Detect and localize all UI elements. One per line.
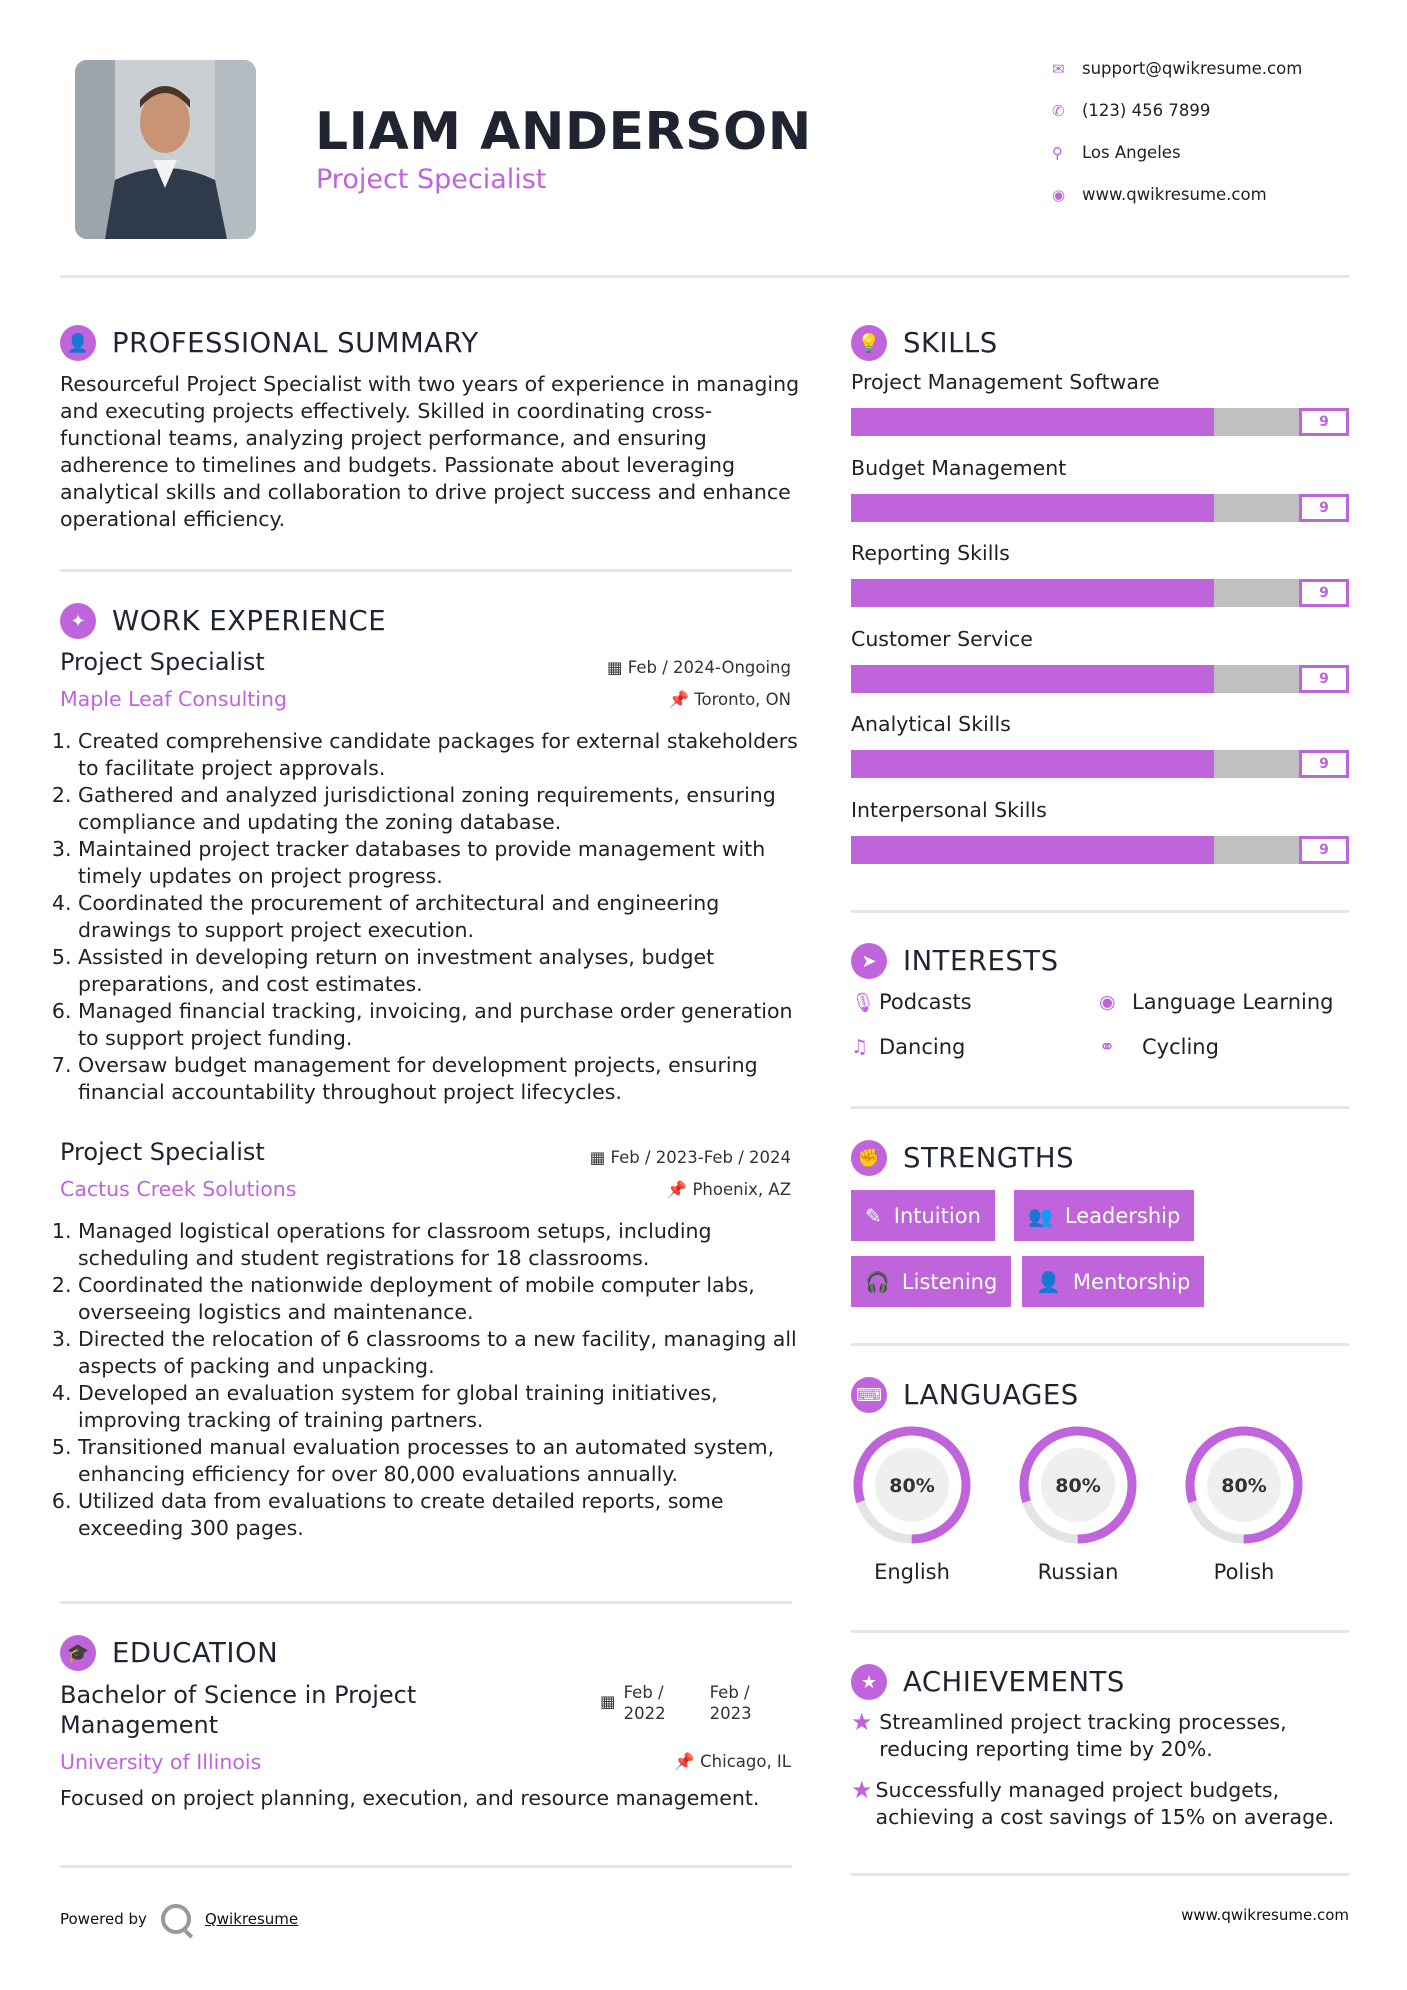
pin-icon: 📌 bbox=[668, 690, 695, 709]
footer-url[interactable]: www.qwikresume.com bbox=[1181, 1906, 1349, 1924]
education-heading: EDUCATION bbox=[112, 1637, 279, 1669]
job-title: Project Specialist bbox=[60, 648, 265, 676]
list-item: 2. Gathered and analyzed jurisdictional zoning requirements, ensuring compliance and updating the zoning database. bbox=[78, 782, 800, 836]
skill-level-badge: 9 bbox=[1299, 579, 1349, 607]
skill-bar-fill bbox=[851, 750, 1214, 778]
candidate-title: Project Specialist bbox=[316, 164, 547, 195]
skill-label: Reporting Skills bbox=[851, 541, 1010, 565]
skill-label: Customer Service bbox=[851, 626, 1033, 651]
language-ring bbox=[851, 1424, 973, 1546]
divider bbox=[60, 1865, 792, 1868]
education-description: Focused on project planning, execution, and resource management. bbox=[60, 1786, 760, 1810]
skills-heading: SKILLS bbox=[903, 327, 998, 359]
contact-website[interactable] bbox=[1052, 185, 1267, 204]
contact-phone[interactable] bbox=[1052, 101, 1210, 120]
calendar-icon: ▦ bbox=[589, 1148, 611, 1167]
interest-item bbox=[851, 990, 972, 1014]
strength-label: Intuition bbox=[893, 1203, 981, 1228]
list-item: 3. Maintained project tracker databases to provide management with timely updates on project progress. bbox=[78, 836, 800, 890]
music-note-icon: ♫ bbox=[851, 1036, 869, 1058]
skill-bar-track bbox=[851, 494, 1299, 522]
language-percent-label: 80% bbox=[1221, 1475, 1267, 1497]
paper-plane-icon: ➤ bbox=[851, 943, 887, 979]
interests-header bbox=[851, 943, 1059, 979]
skill-level-badge: 9 bbox=[1299, 665, 1349, 693]
list-item: 2. Coordinated the nationwide deployment of mobile computer labs, overseeing logistics and maintenance. bbox=[78, 1272, 800, 1326]
achievement-item bbox=[851, 1777, 1349, 1831]
achievements-heading: ACHIEVEMENTS bbox=[903, 1666, 1125, 1698]
map-pin-icon: ⚲ bbox=[1052, 143, 1063, 162]
user-plus-icon: 👤 bbox=[1036, 1269, 1061, 1294]
language-percent-label: 80% bbox=[889, 1475, 935, 1497]
languages-list bbox=[851, 1424, 1349, 1589]
microphone-icon: 🎙 bbox=[851, 991, 876, 1014]
skill-label: Interpersonal Skills bbox=[851, 797, 1047, 822]
calendar-icon: ▦ bbox=[606, 658, 628, 677]
pin-icon: 📌 bbox=[666, 1180, 693, 1199]
languages-header bbox=[851, 1377, 1079, 1413]
summary-heading: PROFESSIONAL SUMMARY bbox=[112, 327, 479, 359]
footer-powered bbox=[60, 1904, 298, 1934]
strength-tag bbox=[1014, 1190, 1194, 1241]
education-location-text: Chicago, IL bbox=[700, 1752, 791, 1771]
job-location bbox=[667, 1180, 791, 1200]
list-item: 3. Directed the relocation of 6 classrooms to a new facility, managing all aspects of packing and unpacking. bbox=[78, 1326, 800, 1380]
skill-bar-track bbox=[851, 408, 1299, 436]
job-date bbox=[607, 658, 791, 677]
job-bullets bbox=[60, 1218, 800, 1542]
contact-phone-text: (123) 456 7899 bbox=[1082, 101, 1211, 120]
contact-email[interactable] bbox=[1052, 59, 1302, 78]
interests-heading: INTERESTS bbox=[903, 945, 1059, 977]
contact-website-text: www.qwikresume.com bbox=[1082, 185, 1267, 204]
skill-label: Project Management Software bbox=[851, 370, 1160, 394]
skill-level-badge: 9 bbox=[1299, 836, 1349, 864]
person-photo-icon bbox=[75, 60, 256, 239]
magic-wand-icon: ✎ bbox=[865, 1203, 882, 1228]
fist-icon: ✊ bbox=[851, 1140, 887, 1176]
divider bbox=[851, 910, 1349, 913]
job-date bbox=[590, 1148, 791, 1167]
divider bbox=[851, 1343, 1349, 1346]
education-date-start: Feb / 2022 bbox=[623, 1683, 666, 1723]
qwikresume-logo-icon bbox=[161, 1904, 191, 1934]
list-item: 4. Developed an evaluation system for global training initiatives, improving tracking of training partners. bbox=[78, 1380, 800, 1434]
star-icon: ★ bbox=[851, 1708, 873, 1736]
job-date-text: Feb / 2024-Ongoing bbox=[627, 658, 791, 677]
skill-bar-track bbox=[851, 665, 1299, 693]
strength-tag bbox=[1022, 1256, 1204, 1307]
job-location-text: Toronto, ON bbox=[694, 690, 791, 709]
education-school: University of Illinois bbox=[60, 1750, 262, 1774]
interest-label: Dancing bbox=[879, 1035, 966, 1059]
list-item: 6. Utilized data from evaluations to create detailed reports, some exceeding 300 pages. bbox=[78, 1488, 800, 1542]
job-date-text: Feb / 2023-Feb / 2024 bbox=[610, 1148, 791, 1167]
interest-item bbox=[851, 1035, 965, 1059]
list-item: 7. Oversaw budget management for development projects, ensuring financial accountability throughout project lifecycles. bbox=[78, 1052, 800, 1106]
profile-photo bbox=[75, 60, 256, 239]
language-name: Russian bbox=[1037, 1560, 1119, 1584]
skill-bar-fill bbox=[851, 494, 1214, 522]
list-item: 6. Managed financial tracking, invoicing, and purchase order generation to support project funding. bbox=[78, 998, 800, 1052]
divider bbox=[851, 1630, 1349, 1633]
graduation-icon: 🎓 bbox=[60, 1635, 96, 1671]
experience-header bbox=[60, 603, 386, 639]
bicycle-icon: ⚭ bbox=[1099, 1036, 1115, 1058]
list-item: 5. Transitioned manual evaluation processes to an automated system, enhancing efficiency for over 80,000 evaluations annually. bbox=[78, 1434, 800, 1488]
list-item: 1. Created comprehensive candidate packages for external stakeholders to facilitate project approvals. bbox=[78, 728, 800, 782]
skill-level-badge: 9 bbox=[1299, 408, 1349, 436]
interest-label: Cycling bbox=[1142, 1035, 1219, 1059]
envelope-icon: ✉ bbox=[1052, 59, 1065, 78]
achievement-text: Successfully managed project budgets, achieving a cost savings of 15% on average. bbox=[875, 1778, 1335, 1829]
skill-bar-track bbox=[851, 579, 1299, 607]
list-item: 4. Coordinated the procurement of architectural and engineering drawings to support project execution. bbox=[78, 890, 800, 944]
language-ring bbox=[1017, 1424, 1139, 1546]
divider bbox=[851, 1106, 1349, 1109]
language-ring bbox=[1183, 1424, 1305, 1546]
header-divider bbox=[60, 275, 1349, 278]
list-item: 1. Managed logistical operations for classroom setups, including scheduling and student registrations for 18 classrooms. bbox=[78, 1218, 800, 1272]
headphones-icon: 🎧 bbox=[865, 1269, 890, 1294]
achievement-item bbox=[851, 1709, 1349, 1763]
skill-bar-fill bbox=[851, 665, 1214, 693]
star-icon: ★ bbox=[851, 1776, 873, 1804]
strength-tag bbox=[851, 1190, 995, 1241]
degree-title: Bachelor of Science in Project Management bbox=[60, 1681, 417, 1739]
candidate-name: LIAM ANDERSON bbox=[315, 102, 812, 162]
globe-icon: ◉ bbox=[1099, 991, 1116, 1013]
education-header bbox=[60, 1635, 278, 1671]
contact-location bbox=[1052, 143, 1181, 162]
strength-tag bbox=[851, 1256, 1011, 1307]
skill-level-badge: 9 bbox=[1299, 494, 1349, 522]
interest-item bbox=[1099, 990, 1333, 1014]
interest-item bbox=[1099, 1035, 1219, 1059]
skill-level-badge: 9 bbox=[1299, 750, 1349, 778]
skills-header bbox=[851, 325, 998, 361]
summary-header bbox=[60, 325, 479, 361]
pin-icon: 📌 bbox=[674, 1752, 701, 1771]
education-date bbox=[600, 1682, 760, 1724]
strength-label: Listening bbox=[901, 1269, 998, 1294]
skill-bar-fill bbox=[851, 836, 1214, 864]
strength-label: Leadership bbox=[1064, 1203, 1181, 1228]
globe-icon: ◉ bbox=[1052, 185, 1066, 204]
phone-icon: ✆ bbox=[1052, 101, 1065, 120]
skill-bar-fill bbox=[851, 408, 1214, 436]
job-location-text: Phoenix, AZ bbox=[692, 1180, 791, 1199]
strengths-header bbox=[851, 1140, 1074, 1176]
interest-label: Language Learning bbox=[1132, 990, 1334, 1014]
translate-icon: ⌨ bbox=[851, 1377, 887, 1413]
job-company: Cactus Creek Solutions bbox=[60, 1177, 297, 1201]
calendar-icon: ▦ bbox=[600, 1692, 616, 1711]
education-date-end: Feb / 2023 bbox=[709, 1683, 752, 1723]
star-badge-icon: ★ bbox=[851, 1664, 887, 1700]
skill-bar-fill bbox=[851, 579, 1214, 607]
skill-label: Analytical Skills bbox=[851, 712, 1011, 736]
contact-email-text: support@qwikresume.com bbox=[1082, 59, 1303, 78]
divider bbox=[851, 1873, 1349, 1876]
achievements-header bbox=[851, 1664, 1125, 1700]
powered-by-text: Powered by bbox=[60, 1910, 147, 1928]
divider bbox=[60, 569, 792, 572]
interest-label: Podcasts bbox=[879, 990, 972, 1014]
users-icon: 👥 bbox=[1028, 1203, 1053, 1228]
languages-heading: LANGUAGES bbox=[903, 1379, 1079, 1411]
skill-label: Budget Management bbox=[851, 455, 1067, 480]
language-name: English bbox=[874, 1560, 950, 1584]
job-company: Maple Leaf Consulting bbox=[60, 687, 288, 711]
list-item: 5. Assisted in developing return on investment analyses, budget preparations, and cost estimates. bbox=[78, 944, 800, 998]
job-title: Project Specialist bbox=[60, 1138, 265, 1166]
job-location bbox=[668, 690, 791, 710]
skill-bar-track bbox=[851, 750, 1299, 778]
lightbulb-icon: 💡 bbox=[851, 325, 887, 361]
language-percent-label: 80% bbox=[1055, 1475, 1101, 1497]
strengths-heading: STRENGTHS bbox=[903, 1142, 1075, 1174]
briefcase-icon: ✦ bbox=[60, 603, 96, 639]
brand-link[interactable]: Qwikresume bbox=[204, 1910, 299, 1928]
experience-heading: WORK EXPERIENCE bbox=[112, 605, 387, 637]
skill-bar-track bbox=[851, 836, 1299, 864]
achievement-text: Streamlined project tracking processes, reducing reporting time by 20%. bbox=[879, 1710, 1287, 1761]
job-bullets bbox=[60, 728, 800, 1106]
contact-location-text: Los Angeles bbox=[1082, 143, 1181, 162]
user-circle-icon: 👤 bbox=[60, 325, 96, 361]
divider bbox=[60, 1601, 792, 1604]
strength-label: Mentorship bbox=[1072, 1269, 1191, 1294]
summary-text: Resourceful Project Specialist with two years of experience in managing and executing projects effectively. Skilled in coordinating cross-functional teams, analyzing project performance, and ensuring adherence to timelines and budgets. Passionate about leveraging analytical skills and collaboration to drive project success and enhance operational efficiency. bbox=[60, 372, 800, 531]
education-location bbox=[674, 1752, 791, 1772]
language-name: Polish bbox=[1213, 1560, 1275, 1584]
